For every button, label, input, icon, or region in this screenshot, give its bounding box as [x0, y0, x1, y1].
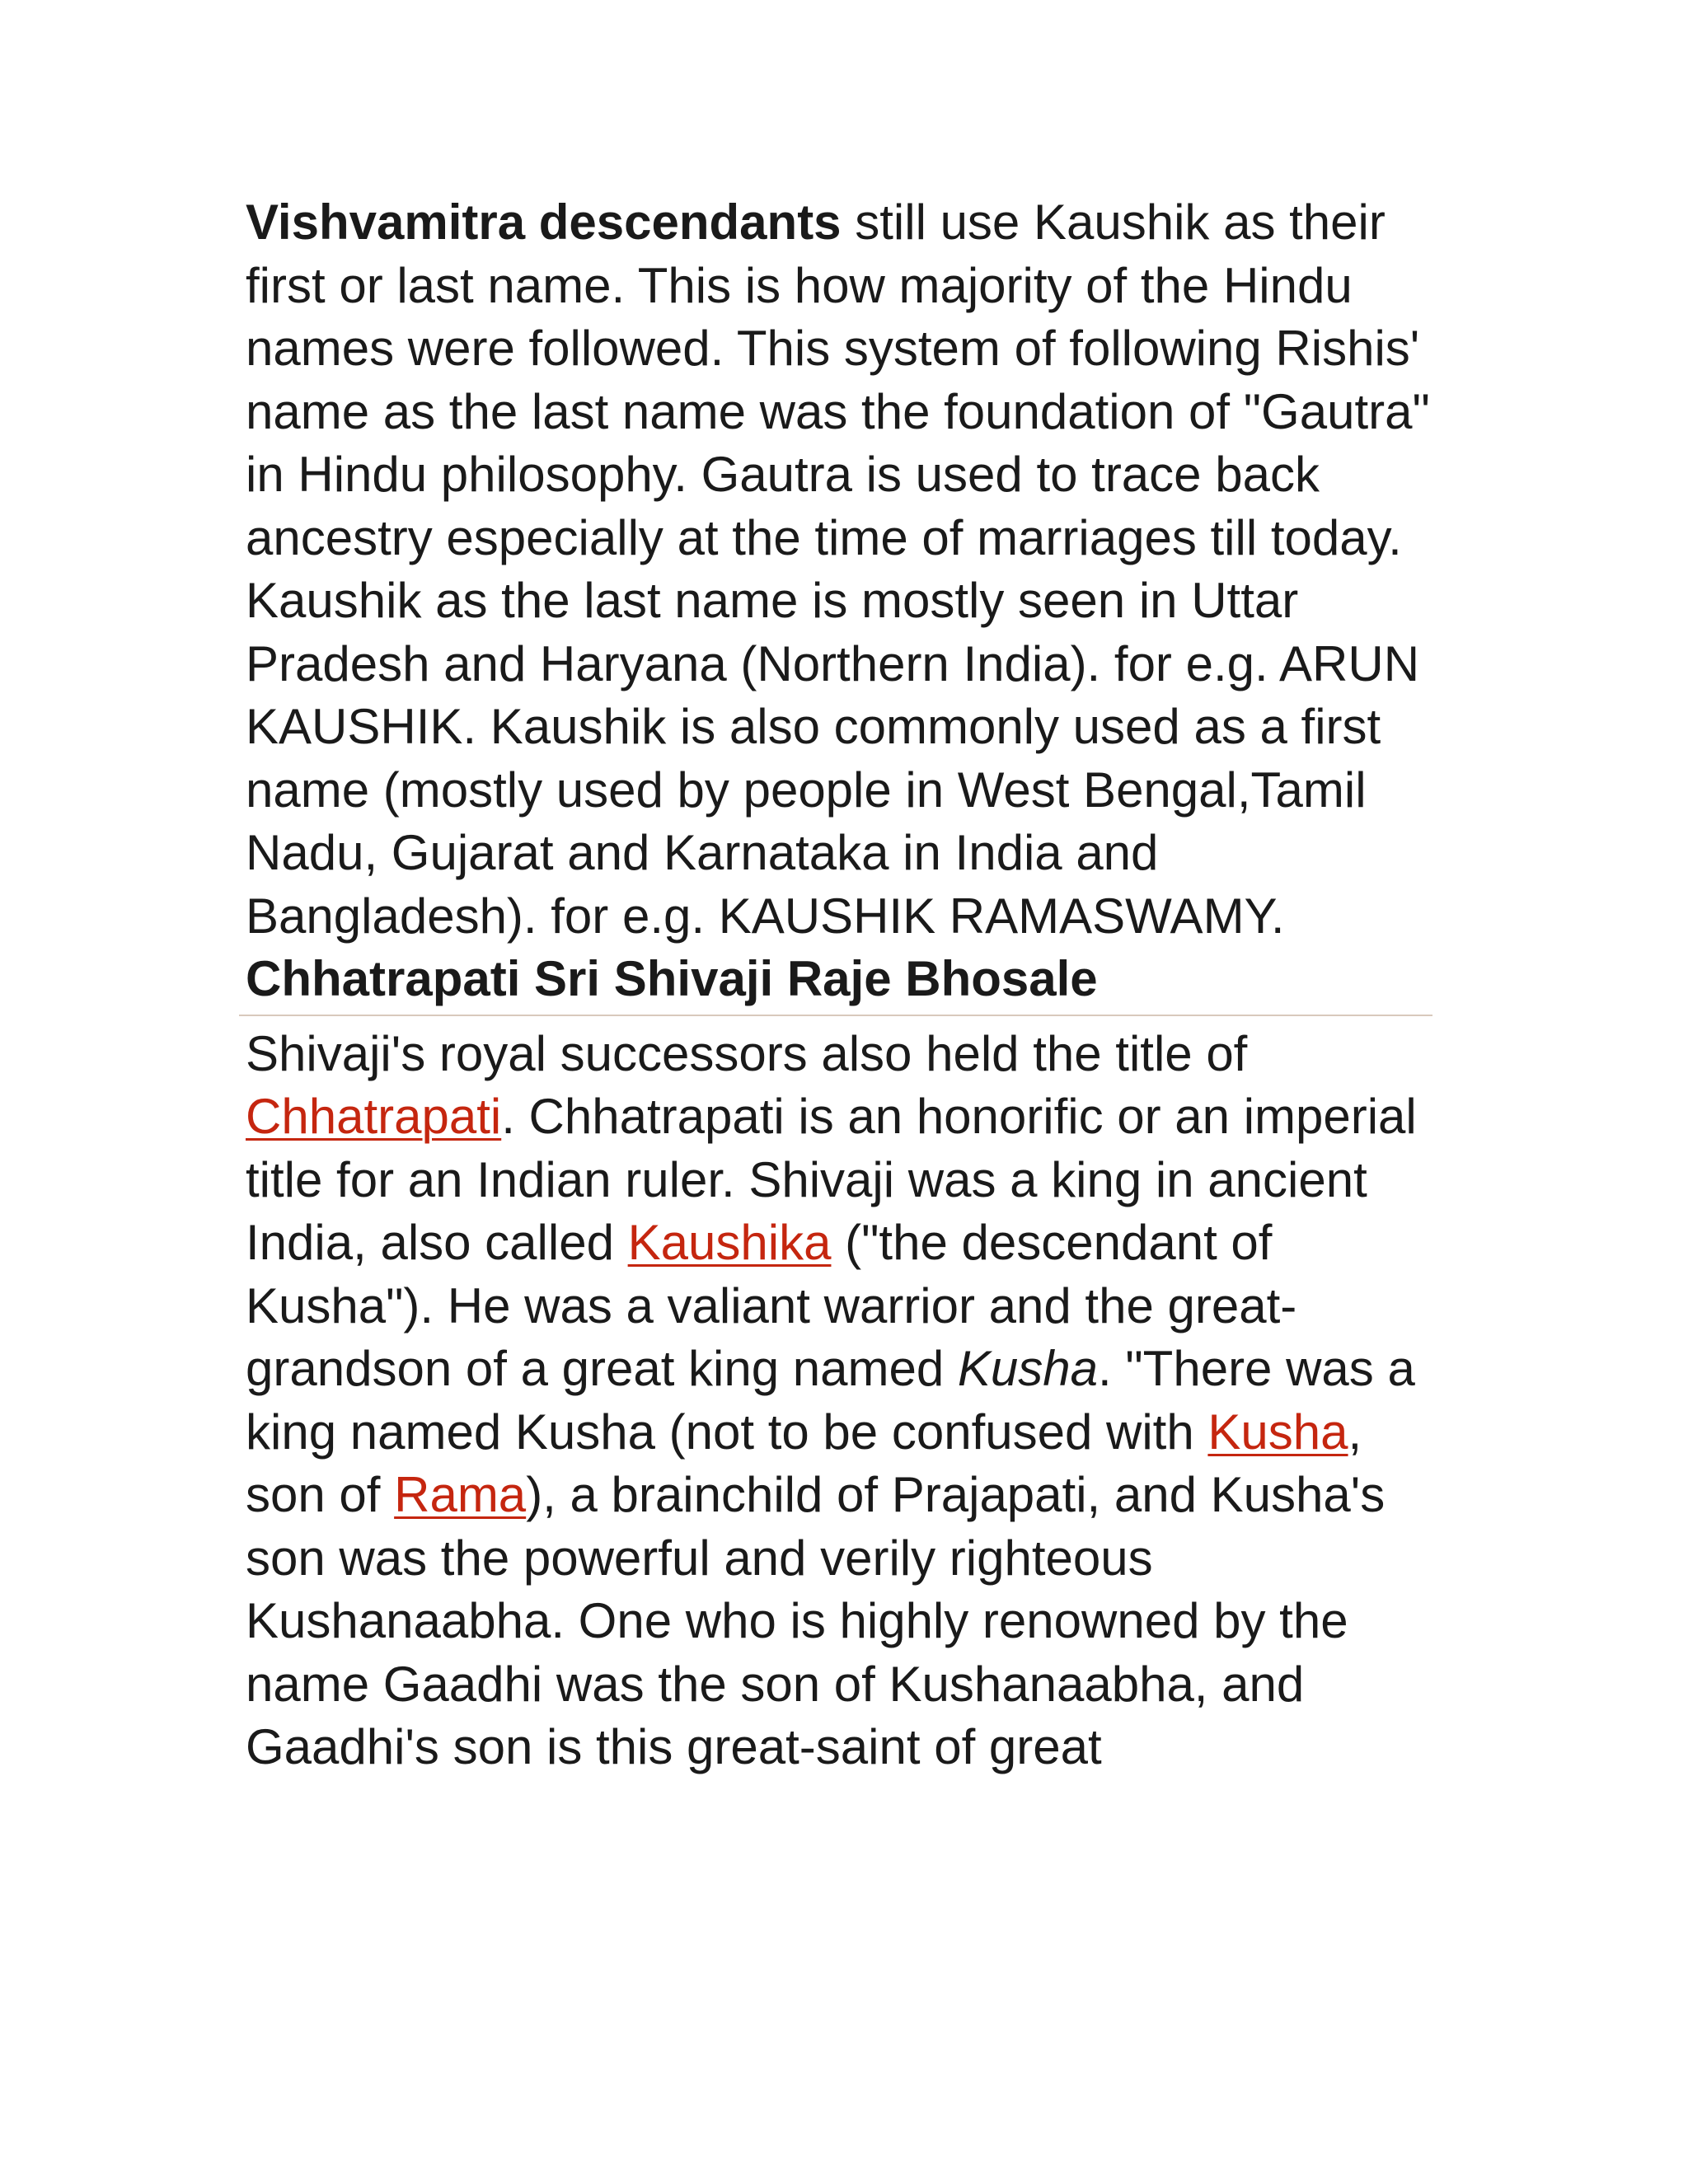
bold-lead: Vishvamitra descendants [246, 194, 842, 250]
text-run: ("the descendant of Kusha"). He was a valiant warrior and the great-grandson of a great king named [246, 1215, 1297, 1396]
paragraph-shivaji [246, 1023, 1432, 1779]
text-run: . "There was a king named Kusha (not to be confused with [246, 1341, 1415, 1460]
text-run: Shivaji's royal successors also held the title of [246, 1025, 1248, 1081]
paragraph-vishvamitra [246, 191, 1432, 948]
text-run: . Chhatrapati is an honorific or an imperial title for an Indian ruler. Shivaji was a king in ancient India, also called [246, 1089, 1417, 1270]
text-run: , son of [246, 1404, 1362, 1522]
text-run: ), a brainchild of Prajapati, and Kusha's son was the powerful and verily righteous Kushanaabha. One who is highly renowned by the name Gaadhi was the son of Kushanaabha, and Gaadhi's son is this great-saint of great [246, 1467, 1386, 1774]
document-page [246, 191, 1432, 1779]
link-kusha[interactable]: Kusha [1207, 1404, 1348, 1460]
link-rama[interactable]: Rama [394, 1467, 527, 1522]
heading-divider [239, 1015, 1432, 1016]
italic-kusha: Kusha [957, 1341, 1099, 1396]
paragraph-text: still use Kaushik as their first or last name. This is how majority of the Hindu names were followed. This system of following Rishis' name as the last name was the foundation of "Gautra" in Hindu philosophy. Gautra is used to trace back ancestry especially at the time of marriages till today. Kaushik as the last name is mostly seen in Uttar Pradesh and Haryana (Northern India). for e.g. ARUN KAUSHIK. Kaushik is also commonly used as a first name (mostly used by people in West Bengal,Tamil Nadu, Gujarat and Karnataka in India and Bangladesh). for e.g. KAUSHIK RAMASWAMY. [246, 194, 1430, 944]
link-kaushika[interactable]: Kaushika [627, 1215, 832, 1270]
link-chhatrapati[interactable]: Chhatrapati [246, 1089, 502, 1144]
section-heading: Chhatrapati Sri Shivaji Raje Bhosale [246, 951, 1098, 1006]
